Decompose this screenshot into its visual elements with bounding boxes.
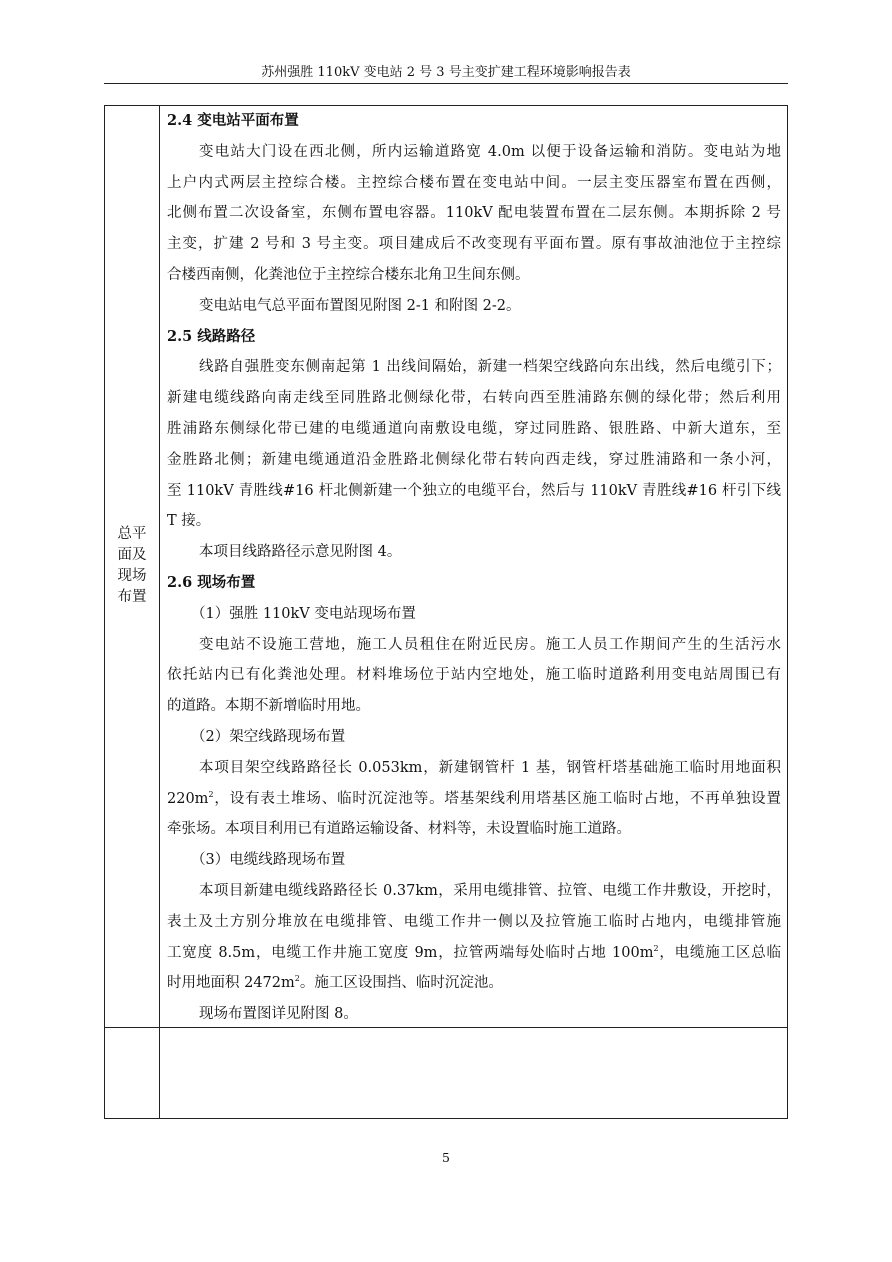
text-span: 时用地面积 2472m <box>167 975 295 992</box>
row-label-line: 面及 <box>117 547 147 563</box>
paragraph-line: 胜浦路东侧绿化带已建的电缆通道向南敷设电缆，穿过同胜路、银胜路、中新大道东，至 <box>167 420 781 437</box>
superscript: 2 <box>294 974 300 984</box>
paragraph-line: 本项目线路路径示意见附图 4。 <box>199 544 402 561</box>
section-heading: 2.4 变电站平面布置 <box>167 112 299 129</box>
superscript: 2 <box>653 943 659 953</box>
paragraph-line: 主变，扩建 2 号和 3 号主变。项目建成后不改变现有平面布置。原有事故油池位于主控综 <box>167 236 781 253</box>
content-table <box>104 105 788 1119</box>
header-rule <box>104 83 788 84</box>
paragraph-line: 变电站不设施工营地，施工人员租住在附近民房。施工人员工作期间产生的生活污水 <box>199 636 781 653</box>
section-heading: 2.5 线路路径 <box>167 327 256 345</box>
document-header: 苏州强胜 110kV 变电站 2 号 3 号主变扩建工程环境影响报告表 <box>261 65 631 80</box>
page-number: 5 <box>442 1150 450 1165</box>
row-label-line: 现场 <box>117 568 147 584</box>
paragraph-line: 本项目新建电缆线路路径长 0.37km，采用电缆排管、拉管、电缆工作井敷设，开挖时， <box>199 882 781 899</box>
subsection-heading: （1）强胜 110kV 变电站现场布置 <box>191 605 416 622</box>
paragraph-line: 本项目架空线路路径长 0.053km，新建钢管杆 1 基，钢管杆塔基础施工临时用地面积 <box>199 759 781 776</box>
text-span: ，电缆施工区总临 <box>658 944 781 961</box>
paragraph-line: 牵张场。本项目利用已有道路运输设备、材料等，未设置临时施工道路。 <box>167 821 631 838</box>
paragraph-line: 北侧布置二次设备室，东侧布置电容器。110kV 配电装置布置在二层东侧。本期拆除 2 号 <box>167 205 781 222</box>
paragraph-line: 表土及土方别分堆放在电缆排管、电缆工作井一侧以及拉管施工临时占地内，电缆排管施 <box>167 913 781 930</box>
row-label <box>105 524 159 608</box>
row-label-line: 总平 <box>117 526 147 542</box>
subsection-heading: （2）架空线路现场布置 <box>191 728 346 745</box>
paragraph-line: 合楼西南侧，化粪池位于主控综合楼东北角卫生间东侧。 <box>167 266 530 283</box>
paragraph-line: 新建电缆线路向南走线至同胜路北侧绿化带，右转向西至胜浦路东侧的绿化带；然后利用 <box>167 390 781 407</box>
text-span: 工宽度 8.5m，电缆工作井施工宽度 9m，拉管两端每处临时占地 100m <box>167 944 654 961</box>
paragraph-line: 上户内式两层主控综合楼。主控综合楼布置在变电站中间。一层主变压器室布置在西侧， <box>167 174 781 191</box>
column-divider <box>159 106 160 1118</box>
paragraph-line <box>167 968 781 999</box>
paragraph-line: 变电站大门设在西北侧，所内运输道路宽 4.0m 以便于设备运输和消防。变电站为地 <box>199 143 781 160</box>
section-content <box>167 106 781 1030</box>
subsection-heading: （3）电缆线路现场布置 <box>191 852 346 869</box>
paragraph-line: 至 110kV 青胜线#16 杆北侧新建一个独立的电缆平台，然后与 110kV 青胜线#16 杆引下线 <box>167 482 781 499</box>
paragraph-line <box>167 784 781 815</box>
row-label-line: 布置 <box>117 589 147 605</box>
paragraph-line: 金胜路北侧；新建电缆通道沿金胜路北侧绿化带右转向西走线，穿过胜浦路和一条小河， <box>167 451 781 468</box>
paragraph-line: 依托站内已有化粪池处理。材料堆场位于站内空地处，施工临时道路利用变电站周围已有 <box>167 667 781 684</box>
paragraph-line: 现场布置图详见附图 8。 <box>199 1006 358 1023</box>
superscript: 2 <box>208 789 214 799</box>
text-span: ，设有表土堆场、临时沉淀池等。塔基架线利用塔基区施工临时占地，不再单独设置 <box>213 790 781 807</box>
paragraph-line: 线路自强胜变东侧南起第 1 出线间隔始，新建一档架空线路向东出线，然后电缆引下； <box>199 359 781 376</box>
paragraph-line: T 接。 <box>167 513 211 530</box>
text-span: 220m <box>167 790 209 807</box>
section-heading: 2.6 现场布置 <box>167 573 256 591</box>
paragraph-line <box>167 938 781 969</box>
text-span: 。施工区设围挡、临时沉淀池。 <box>299 975 503 992</box>
paragraph-line: 的道路。本期不新增临时用地。 <box>167 698 370 715</box>
paragraph-line: 变电站电气总平面布置图见附图 2-1 和附图 2-2。 <box>199 297 521 314</box>
